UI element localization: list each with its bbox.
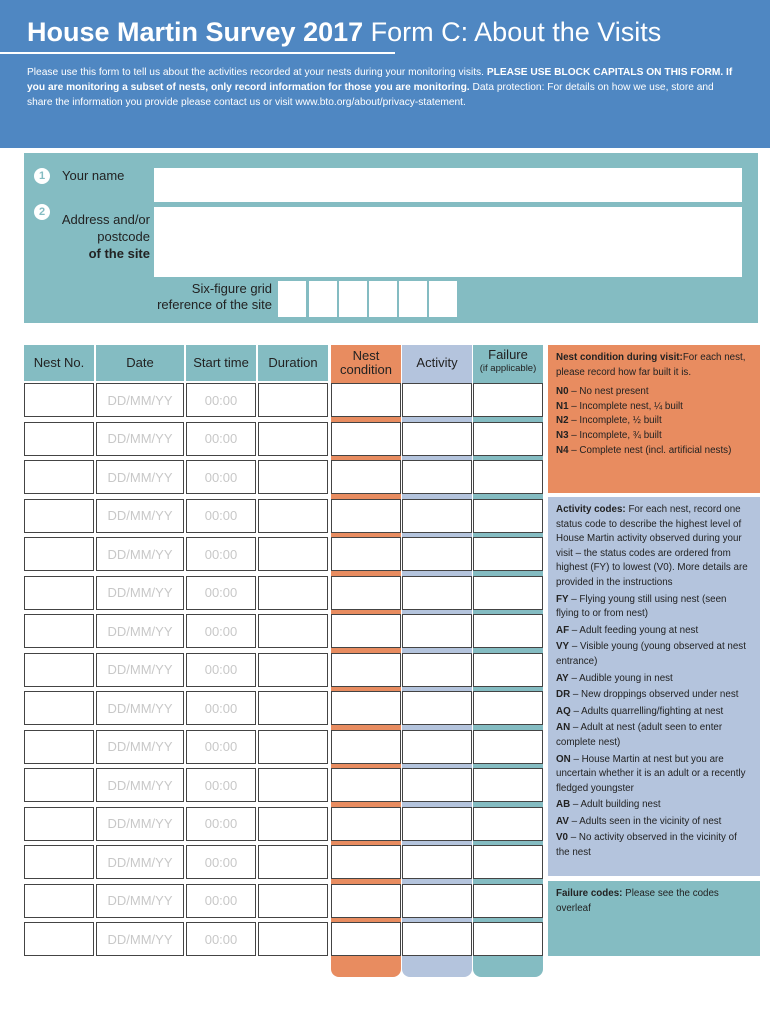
activity-cell-11[interactable] xyxy=(402,768,472,802)
nest-condition-cell-1[interactable] xyxy=(331,383,401,417)
nest-code-n4 xyxy=(556,444,752,459)
duration-cell-10[interactable] xyxy=(258,730,328,764)
activity-code-text: – New droppings observed under nest xyxy=(572,689,739,701)
start-time-cell-10[interactable]: 00:00 xyxy=(186,730,256,764)
nest-info-intro: For each nest, please record how far built it is. xyxy=(556,352,746,378)
header-failure xyxy=(473,345,543,381)
duration-cell-4[interactable] xyxy=(258,499,328,533)
nest-code-text: – Incomplete, ½ built xyxy=(571,415,662,427)
date-cell-10[interactable]: DD/MM/YY xyxy=(96,730,184,764)
duration-cell-12[interactable] xyxy=(258,807,328,841)
activity-code-aq xyxy=(556,705,752,720)
date-cell-13[interactable]: DD/MM/YY xyxy=(96,845,184,879)
duration-cell-13[interactable] xyxy=(258,845,328,879)
start-time-cell-11[interactable]: 00:00 xyxy=(186,768,256,802)
nest-code-text: – No nest present xyxy=(571,386,649,398)
duration-cell-8[interactable] xyxy=(258,653,328,687)
activity-cell-6[interactable] xyxy=(402,576,472,610)
header-start-time: Start time xyxy=(186,345,256,381)
activity-code-vy xyxy=(556,640,752,669)
nest-no-cell-7[interactable] xyxy=(24,614,94,648)
activity-code-text: – Flying young still using nest (seen flying to or from nest) xyxy=(556,593,727,620)
address-label xyxy=(40,211,150,262)
failure-cell-9[interactable] xyxy=(473,691,543,725)
grid-ref-digit-6[interactable] xyxy=(429,281,457,317)
nest-no-cell-2[interactable] xyxy=(24,422,94,456)
nest-no-cell-1[interactable] xyxy=(24,383,94,417)
activity-cell-9[interactable] xyxy=(402,691,472,725)
activity-cell-8[interactable] xyxy=(402,653,472,687)
activity-code-text: – Adult feeding young at nest xyxy=(571,624,699,636)
intro-text: Please use this form to tell us about the activities recorded at your nests during your monitoring visits. xyxy=(27,67,484,78)
intro-privacy: Data protection: For details on how we use, store and share the information you provide please contact us or visit www.bto.org/about/privacy-statement. xyxy=(27,82,714,108)
grid-ref-digit-4[interactable] xyxy=(369,281,397,317)
form-intro xyxy=(27,65,742,110)
start-time-cell-7[interactable]: 00:00 xyxy=(186,614,256,648)
duration-cell-6[interactable] xyxy=(258,576,328,610)
activity-code-key: AF xyxy=(556,624,570,636)
activity-code-key: AY xyxy=(556,672,569,684)
nest-code-n1 xyxy=(556,400,752,415)
activity-cell-13[interactable] xyxy=(402,845,472,879)
duration-cell-14[interactable] xyxy=(258,884,328,918)
date-cell-6[interactable]: DD/MM/YY xyxy=(96,576,184,610)
address-label-line1: Address and/or xyxy=(61,212,150,227)
activity-code-key: AB xyxy=(556,799,571,811)
activity-cell-4[interactable] xyxy=(402,499,472,533)
nest-condition-cell-7[interactable] xyxy=(331,614,401,648)
activity-cell-10[interactable] xyxy=(402,730,472,764)
intro-bold: PLEASE USE BLOCK CAPITALS ON THIS FORM. If you are monitoring a subset of nests, only record information for those you are monitoring. xyxy=(27,67,733,93)
activity-code-key: ON xyxy=(556,753,571,765)
activity-code-text: – Audible young in nest xyxy=(571,672,673,684)
title-underline xyxy=(0,52,395,54)
header-duration: Duration xyxy=(258,345,328,381)
start-time-cell-2[interactable]: 00:00 xyxy=(186,422,256,456)
date-cell-12[interactable]: DD/MM/YY xyxy=(96,807,184,841)
activity-code-af xyxy=(556,624,752,639)
nest-condition-cell-12[interactable] xyxy=(331,807,401,841)
failure-cell-7[interactable] xyxy=(473,614,543,648)
nest-code-n0 xyxy=(556,385,752,400)
address-label-line3: of the site xyxy=(88,246,150,261)
nest-condition-cell-6[interactable] xyxy=(331,576,401,610)
start-time-cell-3[interactable]: 00:00 xyxy=(186,460,256,494)
nest-condition-cell-10[interactable] xyxy=(331,730,401,764)
nest-code-text: – Incomplete, ¾ built xyxy=(571,429,662,441)
form-header xyxy=(0,0,770,148)
duration-cell-3[interactable] xyxy=(258,460,328,494)
activity-codes-info xyxy=(548,497,760,876)
address-field[interactable] xyxy=(154,207,742,277)
activity-cell-1[interactable] xyxy=(402,383,472,417)
header-activity: Activity xyxy=(416,355,458,370)
activity-code-key: DR xyxy=(556,689,571,701)
activity-code-key: AN xyxy=(556,722,571,734)
nest-condition-cell-2[interactable] xyxy=(331,422,401,456)
start-time-cell-9[interactable]: 00:00 xyxy=(186,691,256,725)
activity-code-list xyxy=(556,593,752,861)
activity-code-key: FY xyxy=(556,593,569,605)
start-time-cell-1[interactable]: 00:00 xyxy=(186,383,256,417)
nest-code-text: – Complete nest (incl. artificial nests) xyxy=(571,444,732,456)
activity-info-intro: For each nest, record one status code to describe the highest level of House Martin activity observed during your visit – the status codes are ordered from highest (FY) to lowest (V0). More details are provided in the instructions xyxy=(556,504,748,588)
nest-condition-cell-8[interactable] xyxy=(331,653,401,687)
failure-cell-11[interactable] xyxy=(473,768,543,802)
nest-no-cell-10[interactable] xyxy=(24,730,94,764)
duration-cell-9[interactable] xyxy=(258,691,328,725)
activity-code-an xyxy=(556,721,752,750)
start-time-cell-4[interactable]: 00:00 xyxy=(186,499,256,533)
address-label-line2: postcode xyxy=(97,229,150,244)
grid-label-line1: Six-figure grid xyxy=(191,281,272,296)
activity-code-on xyxy=(556,753,752,797)
duration-cell-1[interactable] xyxy=(258,383,328,417)
nest-no-cell-13[interactable] xyxy=(24,845,94,879)
date-cell-7[interactable]: DD/MM/YY xyxy=(96,614,184,648)
activity-info-title: Activity codes: xyxy=(556,504,626,515)
nest-code-key: N0 xyxy=(556,386,569,398)
failure-cell-8[interactable] xyxy=(473,653,543,687)
question-number-1: 1 xyxy=(34,168,50,184)
date-cell-15[interactable]: DD/MM/YY xyxy=(96,922,184,956)
grid-ref-digit-2[interactable] xyxy=(309,281,337,317)
grid-reference-label xyxy=(120,281,272,313)
nest-condition-cell-11[interactable] xyxy=(331,768,401,802)
nest-condition-cell-4[interactable] xyxy=(331,499,401,533)
date-cell-2[interactable]: DD/MM/YY xyxy=(96,422,184,456)
start-time-cell-15[interactable]: 00:00 xyxy=(186,922,256,956)
failure-cell-13[interactable] xyxy=(473,845,543,879)
failure-cell-3[interactable] xyxy=(473,460,543,494)
date-cell-5[interactable]: DD/MM/YY xyxy=(96,537,184,571)
activity-code-fy xyxy=(556,593,752,622)
nest-condition-cell-5[interactable] xyxy=(331,537,401,571)
activity-cell-15[interactable] xyxy=(402,922,472,956)
form-title xyxy=(27,17,661,48)
nest-code-key: N3 xyxy=(556,429,569,441)
nest-no-cell-5[interactable] xyxy=(24,537,94,571)
date-cell-9[interactable]: DD/MM/YY xyxy=(96,691,184,725)
grid-ref-digit-3[interactable] xyxy=(339,281,367,317)
activity-code-text: – Adult at nest (adult seen to enter complete nest) xyxy=(556,722,723,748)
failure-cell-6[interactable] xyxy=(473,576,543,610)
nest-no-cell-8[interactable] xyxy=(24,653,94,687)
nest-code-n2 xyxy=(556,414,752,429)
duration-cell-5[interactable] xyxy=(258,537,328,571)
your-name-field[interactable] xyxy=(154,168,742,202)
nest-condition-cell-15[interactable] xyxy=(331,922,401,956)
nest-no-cell-6[interactable] xyxy=(24,576,94,610)
activity-code-text: – Visible young (young observed at nest entrance) xyxy=(556,641,746,667)
failure-cell-1[interactable] xyxy=(473,383,543,417)
nest-info-title: Nest condition during visit: xyxy=(556,352,683,363)
activity-cell-3[interactable] xyxy=(402,460,472,494)
failure-cell-15[interactable] xyxy=(473,922,543,956)
failure-codes-info xyxy=(548,881,760,956)
date-cell-1[interactable]: DD/MM/YY xyxy=(96,383,184,417)
activity-code-key: VY xyxy=(556,641,570,653)
nest-no-cell-11[interactable] xyxy=(24,768,94,802)
start-time-cell-8[interactable]: 00:00 xyxy=(186,653,256,687)
grid-label-line2: reference of the site xyxy=(157,297,272,312)
date-cell-3[interactable]: DD/MM/YY xyxy=(96,460,184,494)
nest-code-list xyxy=(556,385,752,458)
nest-condition-info xyxy=(548,345,760,493)
header-nest-no: Nest No. xyxy=(24,345,94,381)
failure-cell-2[interactable] xyxy=(473,422,543,456)
header-nest-condition-line1: Nest xyxy=(352,348,380,363)
nest-no-cell-4[interactable] xyxy=(24,499,94,533)
date-cell-8[interactable]: DD/MM/YY xyxy=(96,653,184,687)
activity-code-key: AQ xyxy=(556,705,571,717)
grid-ref-digit-1[interactable] xyxy=(278,281,306,317)
failure-info-text: Please see the codes overleaf xyxy=(556,888,719,914)
activity-code-av xyxy=(556,815,752,830)
header-failure-sub: (if applicable) xyxy=(479,363,537,374)
header-nest-condition-line2: condition xyxy=(339,362,393,377)
activity-cell-12[interactable] xyxy=(402,807,472,841)
start-time-cell-13[interactable]: 00:00 xyxy=(186,845,256,879)
activity-code-dr xyxy=(556,688,752,703)
activity-cell-2[interactable] xyxy=(402,422,472,456)
nest-code-text: – Incomplete nest, ¼ built xyxy=(571,400,683,412)
nest-no-cell-14[interactable] xyxy=(24,884,94,918)
nest-no-cell-12[interactable] xyxy=(24,807,94,841)
date-cell-11[interactable]: DD/MM/YY xyxy=(96,768,184,802)
activity-cell-5[interactable] xyxy=(402,537,472,571)
start-time-cell-6[interactable]: 00:00 xyxy=(186,576,256,610)
nest-condition-cell-13[interactable] xyxy=(331,845,401,879)
nest-code-key: N1 xyxy=(556,400,569,412)
grid-ref-digit-5[interactable] xyxy=(399,281,427,317)
activity-code-key: AV xyxy=(556,815,569,827)
date-cell-4[interactable]: DD/MM/YY xyxy=(96,499,184,533)
duration-cell-11[interactable] xyxy=(258,768,328,802)
nest-no-cell-9[interactable] xyxy=(24,691,94,725)
duration-cell-7[interactable] xyxy=(258,614,328,648)
failure-cell-4[interactable] xyxy=(473,499,543,533)
title-main: House Martin Survey 2017 xyxy=(27,17,364,47)
nest-code-key: N4 xyxy=(556,444,569,456)
nest-condition-cell-3[interactable] xyxy=(331,460,401,494)
nest-condition-cell-14[interactable] xyxy=(331,884,401,918)
nest-condition-cell-9[interactable] xyxy=(331,691,401,725)
activity-code-key: V0 xyxy=(556,832,568,844)
activity-code-text: – Adults quarrelling/fighting at nest xyxy=(573,705,724,717)
duration-cell-15[interactable] xyxy=(258,922,328,956)
activity-code-ay xyxy=(556,672,752,687)
date-cell-14[interactable]: DD/MM/YY xyxy=(96,884,184,918)
failure-cell-12[interactable] xyxy=(473,807,543,841)
your-name-label: Your name xyxy=(62,168,125,183)
header-failure-label: Failure xyxy=(488,347,528,362)
activity-code-text: – No activity observed in the vicinity of the nest xyxy=(556,832,737,859)
failure-cell-14[interactable] xyxy=(473,884,543,918)
nest-code-key: N2 xyxy=(556,415,569,427)
nest-code-n3 xyxy=(556,429,752,444)
activity-cell-7[interactable] xyxy=(402,614,472,648)
title-subtitle: Form C: About the Visits xyxy=(370,17,662,47)
header-date: Date xyxy=(96,345,184,381)
activity-code-text: – Adult building nest xyxy=(572,799,661,811)
start-time-cell-14[interactable]: 00:00 xyxy=(186,884,256,918)
nest-no-cell-15[interactable] xyxy=(24,922,94,956)
nest-no-cell-3[interactable] xyxy=(24,460,94,494)
activity-code-v0 xyxy=(556,831,752,860)
question-number-2: 2 xyxy=(34,204,50,220)
header-nest-condition xyxy=(331,345,401,381)
failure-info-title: Failure codes: xyxy=(556,888,623,899)
failure-cell-5[interactable] xyxy=(473,537,543,571)
activity-code-text: – Adults seen in the vicinity of nest xyxy=(571,815,722,827)
duration-cell-2[interactable] xyxy=(258,422,328,456)
activity-code-text: – House Martin at nest but you are uncertain whether it is an adult or a recently fledged youngster xyxy=(556,753,746,794)
start-time-cell-5[interactable]: 00:00 xyxy=(186,537,256,571)
activity-code-ab xyxy=(556,798,752,813)
start-time-cell-12[interactable]: 00:00 xyxy=(186,807,256,841)
failure-cell-10[interactable] xyxy=(473,730,543,764)
activity-cell-14[interactable] xyxy=(402,884,472,918)
